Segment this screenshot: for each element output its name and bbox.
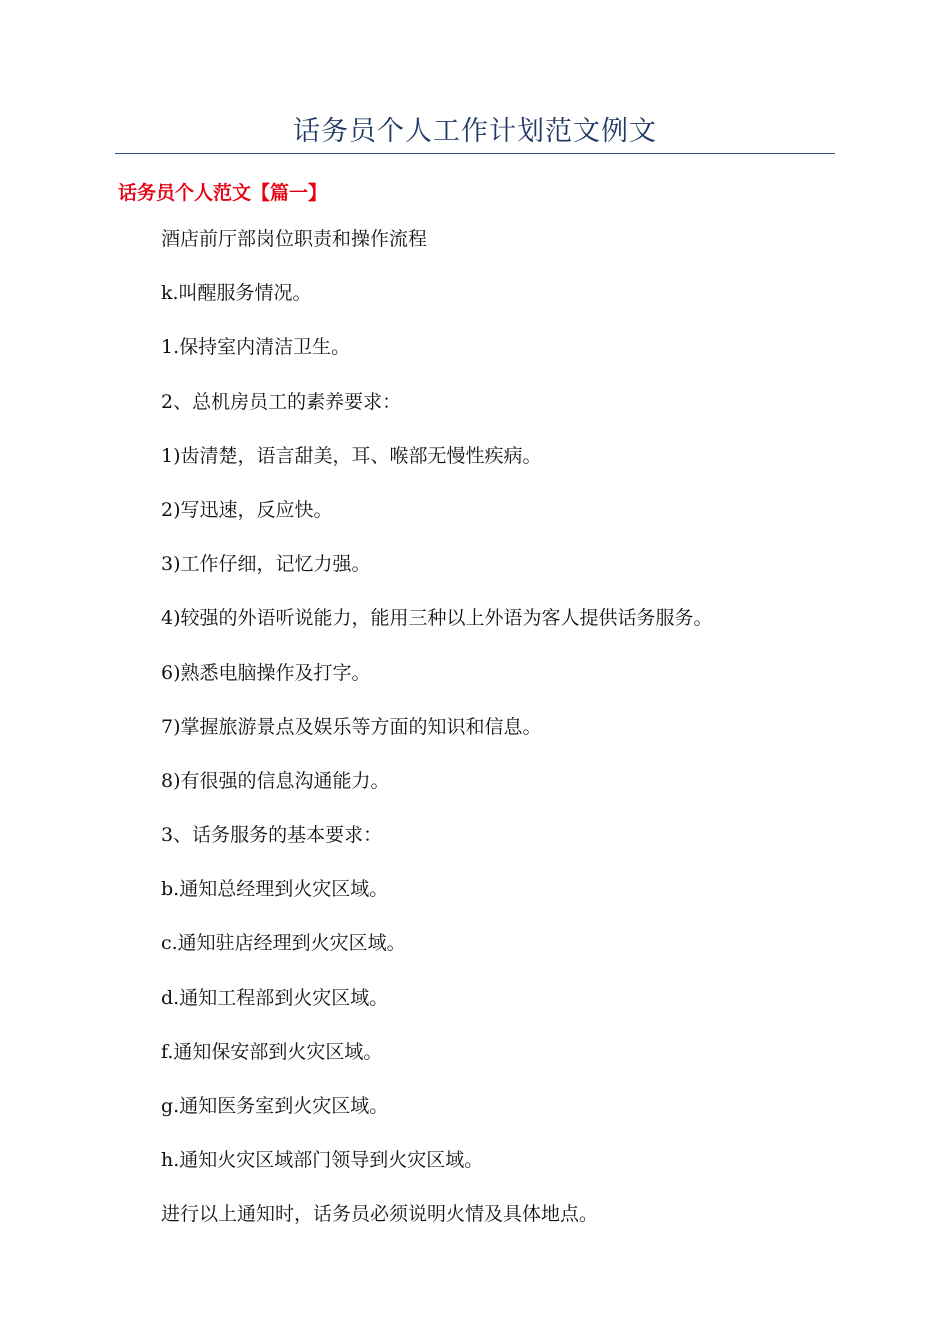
body-line: 7)掌握旅游景点及娱乐等方面的知识和信息。	[161, 715, 542, 738]
body-line: f.通知保安部到火灾区域。	[161, 1040, 383, 1063]
body-line: 6)熟悉电脑操作及打字。	[161, 661, 371, 684]
section-heading: 话务员个人范文【篇一】	[118, 182, 328, 204]
body-line: 4)较强的外语听说能力，能用三种以上外语为客人提供话务服务。	[161, 607, 713, 630]
body-line: g.通知医务室到火灾区域。	[161, 1095, 389, 1117]
body-line: 进行以上通知时，话务员必须说明火情及具体地点。	[161, 1203, 599, 1226]
body-line: 3)工作仔细，记忆力强。	[161, 553, 371, 576]
body-line: h.通知火灾区域部门领导到火灾区域。	[161, 1149, 484, 1172]
body-line: 酒店前厅部岗位职责和操作流程	[161, 228, 428, 250]
body-line: d.通知工程部到火灾区域。	[161, 986, 389, 1009]
body-line: c.通知驻店经理到火灾区域。	[161, 932, 406, 955]
body-line: 1.保持室内清洁卫生。	[161, 336, 351, 359]
document-title: 话务员个人工作计划范文例文	[293, 116, 657, 147]
body-text	[161, 224, 841, 1254]
body-line: 3、话务服务的基本要求：	[161, 824, 383, 847]
body-line: k.叫醒服务情况。	[161, 282, 312, 305]
body-line: 8)有很强的信息沟通能力。	[161, 769, 390, 792]
body-line: 2、总机房员工的素养要求：	[161, 390, 402, 413]
title-underline-divider	[115, 153, 835, 154]
body-line: b.通知总经理到火灾区域。	[161, 878, 389, 901]
body-line: 1)齿清楚，语言甜美，耳、喉部无慢性疾病。	[161, 444, 542, 467]
body-line: 2)写迅速，反应快。	[161, 498, 333, 521]
